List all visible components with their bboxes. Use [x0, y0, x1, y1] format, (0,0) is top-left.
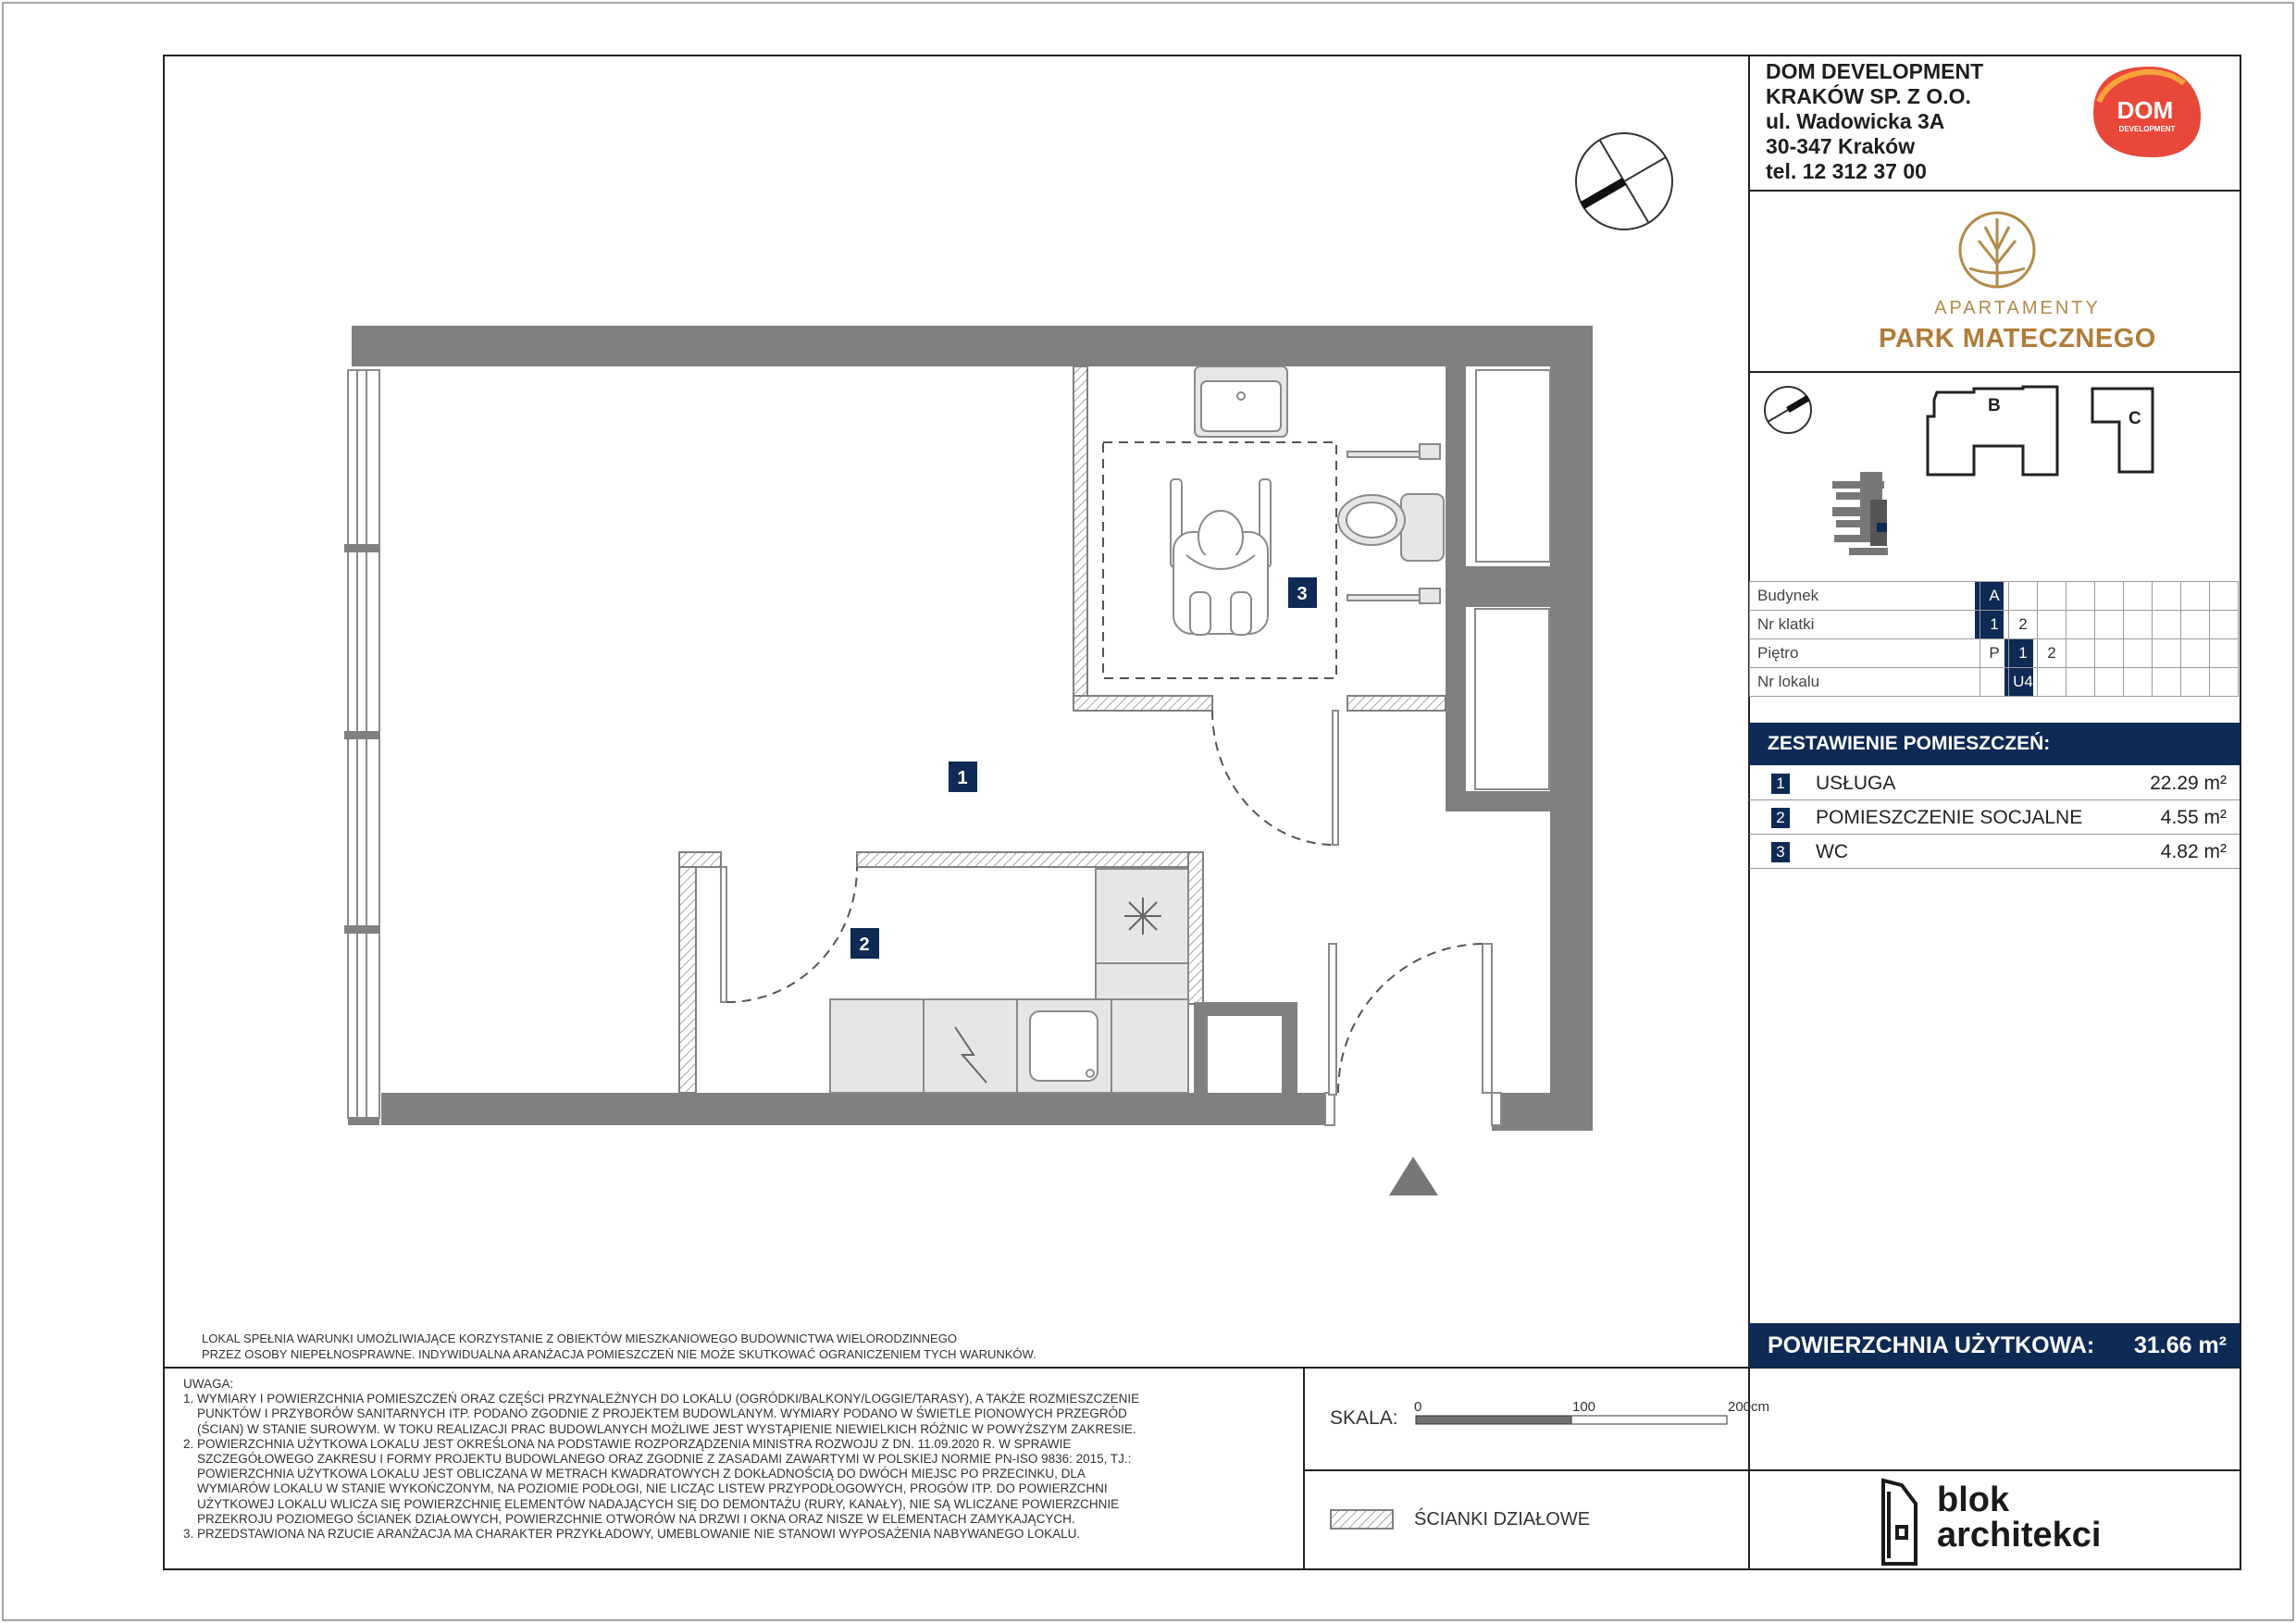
location-cell — [2095, 582, 2124, 611]
scale-label: SKALA: — [1330, 1407, 1398, 1429]
location-cell — [2124, 582, 2153, 611]
location-cell — [2153, 611, 2181, 639]
project-subtitle: APARTAMENTY — [1934, 298, 2101, 318]
notes-block — [183, 1377, 1294, 1542]
key-plan-building-b: B — [1988, 396, 2001, 415]
location-cell: 2 — [2009, 611, 2038, 639]
location-cell — [2210, 668, 2239, 697]
location-cell — [2124, 611, 2153, 639]
location-cell — [2210, 639, 2239, 668]
location-cell — [2210, 582, 2239, 611]
location-cell — [2124, 639, 2153, 668]
floor-plan — [344, 326, 1593, 1196]
room-number: 3 — [1771, 842, 1790, 862]
entrance-arrow-icon — [1389, 1157, 1438, 1196]
note-line: 2. POWIERZCHNIA UŻYTKOWA LOKALU JEST OKREŚLONA NA PODSTAWIE ROZPORZĄDZENIA MINISTRA ROZWOJU Z DN. 11.09.2020 R. W SPRAWIE — [183, 1436, 1072, 1451]
location-cell — [2038, 582, 2066, 611]
room-badge-3 — [1288, 577, 1317, 608]
location-cell — [2153, 639, 2181, 668]
room-area: 4.55 m² — [2160, 807, 2227, 828]
note-line: SZCZEGÓŁOWEGO ZAKRESU I FORMY PROJEKTU BUDOWLANEGO ORAZ ZGODNIE Z ZASADAMI ZAWARTYMI W POLSKIEJ NORMIE PN-ISO 9836: 2015, TJ.: — [183, 1452, 1132, 1467]
location-cell — [2181, 611, 2210, 639]
location-cell: 1 — [1980, 611, 2009, 639]
accessibility-note — [202, 1331, 1312, 1362]
location-cell — [2095, 611, 2124, 639]
room-area: 4.82 m² — [2160, 841, 2227, 862]
key-plan — [1765, 387, 2153, 555]
door-kitchen — [721, 867, 857, 1002]
note-line: 1. WYMIARY I POWIERZCHNIA POMIESZCZEŃ ORAZ CZĘŚCI PRZYNALEŻNYCH DO LOKALU (OGRÓDKI/BALKONY/LOGGIE/TARASY), A TAKŻE ROZMIESZCZENIE — [183, 1392, 1140, 1406]
location-cell — [2181, 582, 2210, 611]
location-row — [1750, 611, 2239, 639]
location-cell — [2095, 668, 2124, 697]
north-arrow-icon — [1576, 133, 1672, 229]
architect-name-line1: blok — [1937, 1481, 2010, 1519]
room-name: USŁUGA — [1816, 773, 1896, 794]
note-line: PUNKTÓW I PRZYBORÓW SANITARNYCH ITP. PODANO ZGODNIE Z PROJEKTEM BUDOWLANYM. WYMIARY PODANO W ŚWIETLE PIONOWYCH PRZEGRÓD — [183, 1406, 1127, 1421]
room-name: POMIESZCZENIE SOCJALNE — [1816, 807, 2083, 828]
svg-text:1: 1 — [957, 768, 968, 788]
note-line: 3. PRZEDSTAWIONA NA RZUCIE ARANŻACJA MA CHARAKTER PRZYKŁADOWY, UMEBLOWANIE NIE STANOWI WYPOSAŻENIA NABYWANEGO LOKALU. — [183, 1527, 1081, 1542]
developer-phone[interactable]: tel. 12 312 37 00 — [1766, 159, 1927, 183]
blok-architekci-logo-mark — [1883, 1481, 1916, 1564]
door-wc — [1212, 711, 1338, 845]
room-area: 22.29 m² — [2150, 773, 2227, 794]
location-cell — [2153, 668, 2181, 697]
note-line: (ŚCIAN) W STANIE SUROWYM. W TOKU REALIZACJI PRAC BUDOWLANYCH MOŻLIWE JEST WYSTĄPIENIE NIEWIELKICH RÓŻNIC W POWYŻSZYM ZAKRESIE. — [183, 1421, 1136, 1436]
svg-text:DEVELOPMENT: DEVELOPMENT — [2118, 125, 2176, 133]
wheelchair-icon — [1171, 479, 1271, 635]
scale-tick-200: 200cm — [1728, 1399, 1770, 1415]
location-cell — [2066, 582, 2095, 611]
location-cell: P — [1980, 639, 2009, 668]
project-title: PARK MATECZNEGO — [1879, 324, 2156, 353]
location-cell — [2066, 668, 2095, 697]
location-table — [1749, 581, 2239, 697]
developer-name: DOM DEVELOPMENT — [1766, 59, 1984, 83]
developer-address — [1766, 59, 1983, 184]
note-line: PRZEKROJU POZIOMEGO ŚCIANEK DZIAŁOWYCH, POWIERZCHNIE OTWORÓW NA DRZWI I OKNA ORAZ NISZE W ELEMENTACH ZAMYKAJĄCYCH. — [183, 1511, 1075, 1526]
location-cell: U4 — [2009, 668, 2038, 697]
location-cell — [2038, 611, 2066, 639]
location-cell: A — [1980, 582, 2009, 611]
total-area-label: POWIERZCHNIA UŻYTKOWA: — [1768, 1332, 2095, 1358]
accessibility-note-line: PRZEZ OSOBY NIEPEŁNOSPRAWNE. INDYWIDUALNA ARANŻACJA POMIESZCZEŃ NIE MOŻE SKUTKOWAĆ OGRANICZENIEM TYCH WARUNKÓW. — [202, 1347, 1036, 1361]
location-row-label: Nr klatki — [1750, 611, 1980, 639]
architect-name-line2: architekci — [1937, 1516, 2102, 1555]
location-cell — [2124, 668, 2153, 697]
location-cell — [2066, 611, 2095, 639]
total-usable-area — [1749, 1323, 2240, 1368]
room-row — [1749, 766, 2240, 800]
notes-heading: UWAGA: — [183, 1377, 234, 1391]
location-cell: 1 — [2009, 639, 2038, 668]
location-cell — [2181, 668, 2210, 697]
location-cell — [2095, 639, 2124, 668]
scale-tick-100: 100 — [1572, 1399, 1596, 1415]
room-row — [1749, 835, 2240, 869]
partition-wall-legend-swatch — [1331, 1510, 1393, 1529]
scale-tick-0: 0 — [1414, 1399, 1422, 1415]
location-cell: 2 — [2038, 639, 2066, 668]
key-plan-building-c: C — [2128, 409, 2141, 428]
note-line: POWIERZCHNIA UŻYTKOWA LOKALU JEST OBLICZANA W METRACH KWADRATOWYCH Z DOKŁADNOŚCIĄ DO DWÓCH MIEJSC PO PRZECINKU, DLA — [183, 1467, 1086, 1481]
toilet-icon — [1338, 444, 1444, 603]
location-row-label: Budynek — [1750, 582, 1980, 611]
washbasin-icon — [1195, 366, 1287, 437]
location-cell — [2181, 639, 2210, 668]
door-entrance — [1338, 944, 1483, 1093]
location-row — [1750, 668, 2239, 697]
sink-icon — [1030, 1011, 1098, 1081]
svg-text:DOM: DOM — [2116, 96, 2174, 124]
total-area-value: 31.66 m² — [2133, 1332, 2227, 1358]
note-line: WYMIARÓW LOKALU W STANIE WYKOŃCZONYM, NA POZIOMIE PODŁOGI, NIE LICZĄC LISTEW PRZYPODŁOGOWYCH, PROGÓW ITP. DO POWIERZCHNI — [183, 1481, 1108, 1496]
room-name: WC — [1816, 841, 1848, 862]
svg-text:2: 2 — [859, 935, 870, 955]
room-row — [1749, 800, 2240, 835]
room-badge-1 — [949, 762, 977, 792]
developer-city: 30-347 Kraków — [1766, 134, 1916, 158]
scale-bar — [1416, 1416, 1727, 1424]
park-matecznego-emblem — [1960, 213, 2034, 287]
location-cell — [2009, 582, 2038, 611]
location-cell — [2066, 639, 2095, 668]
rooms-summary-list — [1749, 766, 2240, 869]
location-cell — [2210, 611, 2239, 639]
location-row-label: Piętro — [1750, 639, 1980, 668]
cooktop-icon — [1124, 898, 1161, 935]
kitchen-counter — [830, 869, 1188, 1093]
location-row-label: Nr lokalu — [1750, 668, 1980, 697]
room-number: 1 — [1771, 774, 1790, 794]
dom-development-logo — [2093, 67, 2201, 157]
accessibility-note-line: LOKAL SPEŁNIA WARUNKI UMOŻLIWIAJĄCE KORZYSTANIE Z OBIEKTÓW MIESZKANIOWEGO BUDOWNICTWA WIELORODZINNEGO — [202, 1332, 957, 1345]
room-badge-2 — [850, 928, 879, 959]
rooms-summary-heading: ZESTAWIENIE POMIESZCZEŃ: — [1749, 723, 2240, 765]
location-cell — [2038, 668, 2066, 697]
room-number: 2 — [1771, 808, 1790, 828]
developer-street: ul. Wadowicka 3A — [1766, 109, 1945, 133]
svg-text:3: 3 — [1297, 584, 1308, 604]
location-cell — [1980, 668, 2009, 697]
location-row — [1750, 582, 2239, 611]
architect-logo-text — [1937, 1482, 2101, 1553]
location-row — [1750, 639, 2239, 668]
partition-walls-legend: ŚCIANKI DZIAŁOWE — [1414, 1509, 1591, 1530]
developer-name-line2: KRAKÓW SP. Z O.O. — [1766, 84, 1971, 108]
note-line: UŻYTKOWEJ LOKALU WLICZA SIĘ POWIERZCHNIĘ ELEMENTÓW NADAJĄCYCH SIĘ DO DEMONTAŻU (RURY, KANAŁY), NIE SĄ WLICZANE POWIERZCHNIE — [183, 1496, 1120, 1511]
location-cell — [2153, 582, 2181, 611]
